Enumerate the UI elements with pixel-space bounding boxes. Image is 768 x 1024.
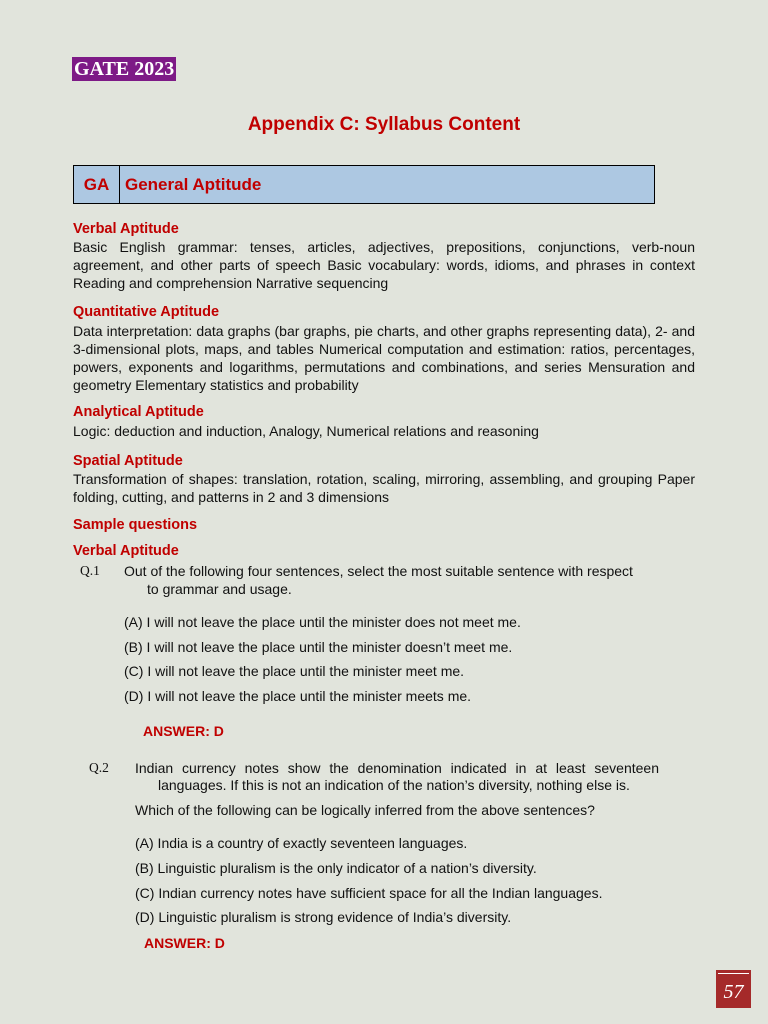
verbal-line: Basic English grammar: tenses, articles, adjectives, prepositions, conjunctions, verb-noun: [73, 239, 695, 255]
spatial-paragraph: [73, 470, 695, 506]
sample-verbal-heading: Verbal Aptitude: [73, 543, 179, 559]
option-a: (A) India is a country of exactly seventeen languages.: [135, 835, 468, 851]
question-prompt: Which of the following can be logically inferred from the above sentences?: [135, 802, 595, 818]
question-number: Q.2: [89, 760, 109, 775]
answer-label: ANSWER: D: [143, 723, 224, 739]
section-code: GA: [74, 166, 120, 203]
option-b: (B) I will not leave the place until the minister doesn’t meet me.: [124, 639, 513, 655]
question-number: Q.1: [80, 563, 100, 578]
verbal-paragraph: [73, 238, 695, 292]
quant-paragraph: [73, 322, 695, 394]
quant-line: 3-dimensional plots, maps, and tables Numerical computation and estimation: ratios, percentages,: [73, 341, 695, 357]
option-b: (B) Linguistic pluralism is the only indicator of a nation’s diversity.: [135, 860, 537, 876]
option-c: (C) Indian currency notes have sufficient space for all the Indian languages.: [135, 885, 603, 901]
section-label: General Aptitude: [125, 174, 262, 194]
option-d: (D) Linguistic pluralism is strong evidence of India’s diversity.: [135, 909, 512, 925]
quant-line: powers, exponents and logarithms, permutations and combinations, and series Mensuration and: [73, 359, 695, 375]
analytical-paragraph: [73, 422, 695, 440]
page-title: Appendix C: Syllabus Content: [247, 114, 521, 135]
verbal-line: agreement, and other parts of speech Basic vocabulary: words, idioms, and phrases in context: [73, 257, 695, 273]
quant-heading: Quantitative Aptitude: [73, 304, 220, 320]
sample-questions-heading: Sample questions: [73, 517, 198, 533]
option-c: (C) I will not leave the place until the minister meet me.: [124, 663, 465, 679]
question-text: Indian currency notes show the denomination indicated in at least seventeen: [135, 760, 659, 776]
spatial-line: Transformation of shapes: translation, rotation, scaling, mirroring, assembling, and grouping Paper: [73, 471, 695, 487]
analytical-heading: Analytical Aptitude: [73, 404, 204, 420]
section-header-box: [73, 165, 655, 204]
quant-line: Data interpretation: data graphs (bar graphs, pie charts, and other graphs representing data), 2- and: [73, 323, 695, 339]
analytical-line: Logic: deduction and induction, Analogy, Numerical relations and reasoning: [73, 423, 539, 439]
spatial-line: folding, cutting, and patterns in 2 and 3 dimensions: [73, 489, 389, 505]
option-d: (D) I will not leave the place until the minister meets me.: [124, 688, 472, 704]
page-number: 57: [716, 970, 751, 1008]
quant-line: geometry Elementary statistics and probability: [73, 377, 359, 393]
answer-label: ANSWER: D: [144, 935, 225, 951]
verbal-heading: Verbal Aptitude: [73, 221, 179, 237]
question-text: Out of the following four sentences, select the most suitable sentence with respect: [124, 563, 633, 579]
question-text-continued: to grammar and usage.: [147, 581, 292, 597]
question-text-continued: languages. If this is not an indication of the nation’s diversity, nothing else is.: [158, 777, 630, 793]
verbal-line: Reading and comprehension Narrative sequencing: [73, 275, 389, 291]
exam-badge: GATE 2023: [74, 58, 175, 80]
option-a: (A) I will not leave the place until the minister does not meet me.: [124, 614, 521, 630]
spatial-heading: Spatial Aptitude: [73, 453, 183, 469]
